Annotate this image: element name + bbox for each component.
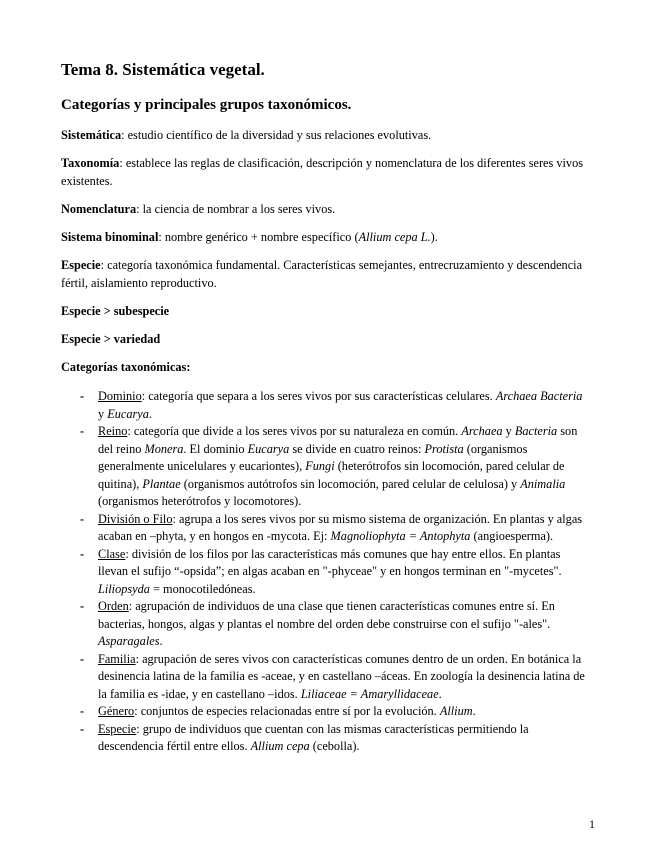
document-page (61, 59, 591, 756)
term-label: Taxonomía (61, 156, 120, 170)
section-subtitle: Categorías y principales grupos taxonómicos. (61, 97, 352, 113)
term-label: Especie (61, 258, 101, 272)
definition-nomenclatura: Nomenclatura: la ciencia de nombrar a los seres vivos. (61, 202, 336, 216)
category-item-clase: - Clase: división de los filos por las características más comunes que hay entre ellos. En plantas llevan el sufijo “-opsida”; en algas acaban en "-phyceae" y en hongos terminan en "-mycetes". Liliopsyda = monocotiledóneas. (61, 546, 591, 599)
category-item-especie: - Especie: grupo de individuos que cuentan con las mismas características permitiendo la descendencia fértil entre ellos. Allium cepa (cebolla). (61, 721, 591, 756)
category-item-genero: - Género: conjuntos de especies relacionadas entre sí por la evolución. Allium. (61, 703, 591, 721)
definition-especie: Especie: categoría taxonómica fundamental. Características semejantes, entrecruzamiento y descendencia fértil, aislamiento reproductivo. (61, 258, 583, 290)
category-item-division: - División o Filo: agrupa a los seres vivos por su mismo sistema de organización. En plantas y algas acaban en –phyta, y en hongos en -mycota. Ej: Magnoliophyta = Antophyta (angioesperma). (61, 511, 591, 546)
page-title: Tema 8. Sistemática vegetal. (61, 60, 265, 79)
definition-sistematica: Sistemática: estudio científico de la diversidad y sus relaciones evolutivas. (61, 128, 432, 142)
categories-list (61, 388, 591, 756)
subspecies-line: Especie > subespecie (61, 304, 170, 318)
term-label: Sistemática (61, 128, 122, 142)
category-item-reino: - Reino: categoría que divide a los seres vivos por su naturaleza en común. Archaea y Bacteria son del reino Monera. El dominio Eucarya se divide en cuatro reinos: Protista (organismos generalmente unicelulares y eucariontes), Fungi (heterótrofos sin locomoción, pared celular de quitina), Plantae (organismos autótrofos sin locomoción, pared celular de celulosa) y Animalia (organismos heterótrofos y locomotores). (61, 423, 591, 511)
variety-line: Especie > variedad (61, 332, 161, 346)
definition-sistema-binominal: Sistema binominal: nombre genérico + nombre específico (Allium cepa L.). (61, 230, 438, 244)
page-number: 1 (589, 817, 595, 831)
category-item-familia: - Familia: agrupación de seres vivos con características comunes dentro de un orden. En botánica la desinencia latina de la familia es -aceae, y en castellano –áceas. En zoología la desinencia latina de la familia es -idae, y en castellano –idos. Liliaceae = Amaryllidaceae. (61, 651, 591, 704)
term-label: Nomenclatura (61, 202, 137, 216)
term-label: Sistema binominal (61, 230, 159, 244)
category-item-dominio: - Dominio: categoría que separa a los seres vivos por sus características celulares. Archaea Bacteria y Eucarya. (61, 388, 591, 423)
definition-taxonomia: Taxonomía: establece las reglas de clasificación, descripción y nomenclatura de los diferentes seres vivos existentes. (61, 156, 584, 188)
categories-heading: Categorías taxonómicas: (61, 360, 191, 374)
category-item-orden: - Orden: agrupación de individuos de una clase que tienen características comunes entre sí. En bacterias, hongos, algas y plantas el nombre del orden debe construirse con el sufijo "-ales". Asparagales. (61, 598, 591, 651)
